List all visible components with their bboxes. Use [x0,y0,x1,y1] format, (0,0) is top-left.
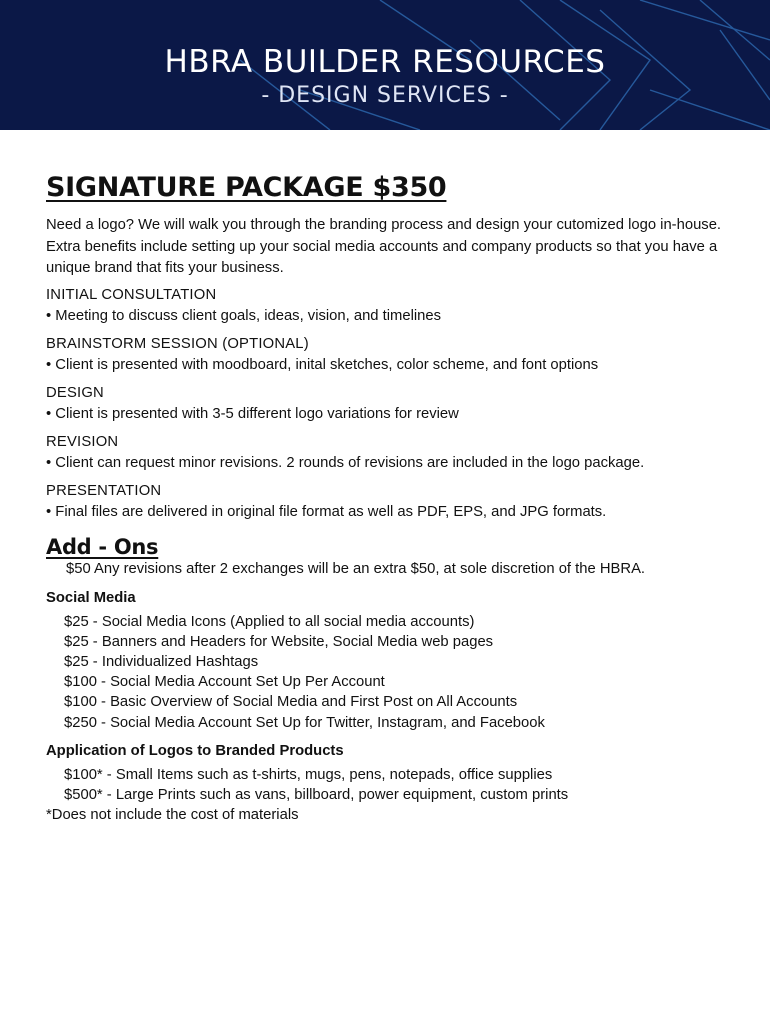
banner-title: HBRA BUILDER RESOURCES [164,44,606,80]
header-banner [0,0,770,130]
section-bullet-revision: • Client can request minor revisions. 2 rounds of revisions are included in the logo package. [46,454,645,471]
addons-title: Add - Ons [46,534,159,559]
section-title-revision: REVISION [46,433,119,450]
addon-revision-line: $50 Any revisions after 2 exchanges will be an extra $50, at sole discretion of the HBRA. [66,560,646,577]
list-item: $100 - Basic Overview of Social Media and First Post on All Accounts [64,694,518,711]
section-bullet-brainstorm: • Client is presented with moodboard, inital sketches, color scheme, and font options [46,356,599,373]
section-title-design: DESIGN [46,384,104,401]
branded-products-heading: Application of Logos to Branded Products [46,742,344,759]
list-item: $100* - Small Items such as t-shirts, mugs, pens, notepads, office supplies [64,766,553,783]
list-item: $500* - Large Prints such as vans, billboard, power equipment, custom prints [64,786,569,803]
list-item: $250 - Social Media Account Set Up for Twitter, Instagram, and Facebook [64,714,545,731]
section-title-brainstorm: BRAINSTORM SESSION (OPTIONAL) [46,335,309,352]
materials-note: *Does not include the cost of materials [46,807,299,824]
social-media-heading: Social Media [46,589,136,606]
section-title-presentation: PRESENTATION [46,482,162,499]
list-item: $25 - Banners and Headers for Website, Social Media web pages [64,633,494,650]
section-bullet-consultation: • Meeting to discuss client goals, ideas, vision, and timelines [46,307,442,324]
list-item: $100 - Social Media Account Set Up Per Account [64,674,385,691]
section-title-consultation: INITIAL CONSULTATION [46,286,217,303]
package-intro: Need a logo? We will walk you through the branding process and design your cutomized logo in-house. Extra benefits include setting up your social media accounts and company products so that you have a unique brand that fits your business. [46,217,722,276]
section-bullet-design: • Client is presented with 3-5 different logo variations for review [46,405,459,422]
social-media-list [46,612,726,733]
package-title: SIGNATURE PACKAGE $350 [46,172,447,203]
banner-subtitle: - DESIGN SERVICES - [261,83,509,108]
list-item: $25 - Individualized Hashtags [64,653,259,670]
branded-products-list [46,765,726,805]
section-bullet-presentation: • Final files are delivered in original file format as well as PDF, EPS, and JPG formats. [46,503,607,520]
list-item: $25 - Social Media Icons (Applied to all social media accounts) [64,613,475,630]
document-body [46,172,726,825]
